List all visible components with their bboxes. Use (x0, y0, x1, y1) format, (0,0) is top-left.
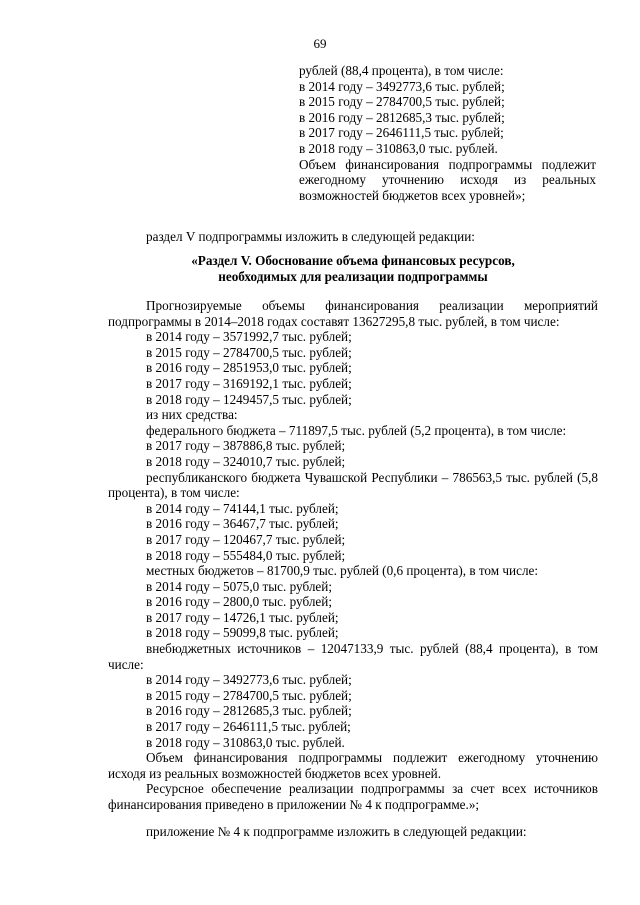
year-amount-line: в 2018 году – 59099,8 тыс. рублей; (146, 625, 339, 641)
section-heading-line-2: необходимых для реализации подпрограммы (218, 268, 488, 284)
year-amount-line: в 2014 году – 3492773,6 тыс. рублей; (299, 78, 505, 94)
offbudget-sources-paragraph: внебюджетных источников – 12047133,9 тыс. рублей (88,4 процента), в том числе: (108, 641, 598, 672)
annual-update-paragraph: Объем финансирования подпрограммы подлежит ежегодному уточнению исходя из реальных возможностей бюджетов всех уровней. (108, 750, 598, 781)
year-amount-line: в 2017 году – 3169192,1 тыс. рублей; (146, 375, 352, 391)
year-amount-line: в 2014 году – 3492773,6 тыс. рублей; (146, 672, 352, 688)
year-amount-line: в 2017 году – 120467,7 тыс. рублей; (146, 531, 346, 547)
section-body (108, 298, 598, 813)
section-heading (108, 253, 598, 284)
instruction-section-v: раздел V подпрограммы изложить в следующей редакции: (146, 229, 475, 244)
year-amount-line: в 2018 году – 555484,0 тыс. рублей; (146, 547, 346, 563)
federal-budget-line: федерального бюджета – 711897,5 тыс. рублей (5,2 процента), в том числе: (146, 422, 567, 438)
year-amount-line: в 2014 году – 3571992,7 тыс. рублей; (146, 329, 352, 345)
year-amount-line: в 2017 году – 14726,1 тыс. рублей; (146, 609, 339, 625)
year-amount-line: в 2016 году – 2800,0 тыс. рублей; (146, 594, 332, 610)
sources-label: из них средства: (146, 407, 238, 423)
year-amount-line: в 2017 году – 2646111,5 тыс. рублей; (299, 125, 504, 141)
resource-provision-paragraph: Ресурсное обеспечение реализации подпрограммы за счет всех источников финансирования приведено в приложении № 4 к подпрограмме.»; (108, 781, 598, 812)
year-amount-line: в 2015 году – 2784700,5 тыс. рублей; (299, 94, 505, 110)
republic-budget-paragraph: республиканского бюджета Чувашской Республики – 786563,5 тыс. рублей (5,8 процента), в том числе: (108, 469, 598, 501)
continued-funding-block (299, 63, 596, 203)
year-amount-line: в 2017 году – 2646111,5 тыс. рублей; (146, 719, 351, 735)
text-line: рублей (88,4 процента), в том числе: (299, 63, 504, 78)
year-amount-line: в 2014 году – 74144,1 тыс. рублей; (146, 500, 339, 516)
intro-paragraph: Прогнозируемые объемы финансирования реализации мероприятий подпрограммы в 2014–2018 годах составят 13627295,8 тыс. рублей, в том числе: (108, 298, 598, 329)
year-amount-line: в 2018 году – 310863,0 тыс. рублей. (299, 140, 498, 156)
year-amount-line: в 2015 году – 2784700,5 тыс. рублей; (146, 344, 352, 360)
section-heading-line-1: «Раздел V. Обоснование объема финансовых ресурсов, (191, 253, 515, 268)
year-amount-line: в 2018 году – 1249457,5 тыс. рублей; (146, 391, 352, 407)
year-amount-line: в 2016 году – 2812685,3 тыс. рублей; (299, 109, 505, 125)
year-amount-line: в 2016 году – 2812685,3 тыс. рублей; (146, 703, 352, 719)
instruction-appendix-4: приложение № 4 к подпрограмме изложить в следующей редакции: (146, 824, 527, 839)
year-amount-line: в 2014 году – 5075,0 тыс. рублей; (146, 578, 332, 594)
year-amount-line: в 2015 году – 2784700,5 тыс. рублей; (146, 687, 352, 703)
year-amount-line: в 2018 году – 310863,0 тыс. рублей. (146, 734, 345, 750)
year-amount-line: в 2016 году – 36467,7 тыс. рублей; (146, 516, 339, 532)
page-number: 69 (313, 36, 327, 51)
year-amount-line: в 2016 году – 2851953,0 тыс. рублей; (146, 360, 352, 376)
year-amount-line: в 2018 году – 324010,7 тыс. рублей; (146, 453, 346, 469)
funding-update-note: Объем финансирования подпрограммы подлежит ежегодному уточнению исходя из реальных возможностей бюджетов всех уровней»; (299, 156, 596, 203)
local-budget-line: местных бюджетов – 81700,9 тыс. рублей (0,6 процента), в том числе: (146, 563, 539, 579)
year-amount-line: в 2017 году – 387886,8 тыс. рублей; (146, 438, 346, 454)
